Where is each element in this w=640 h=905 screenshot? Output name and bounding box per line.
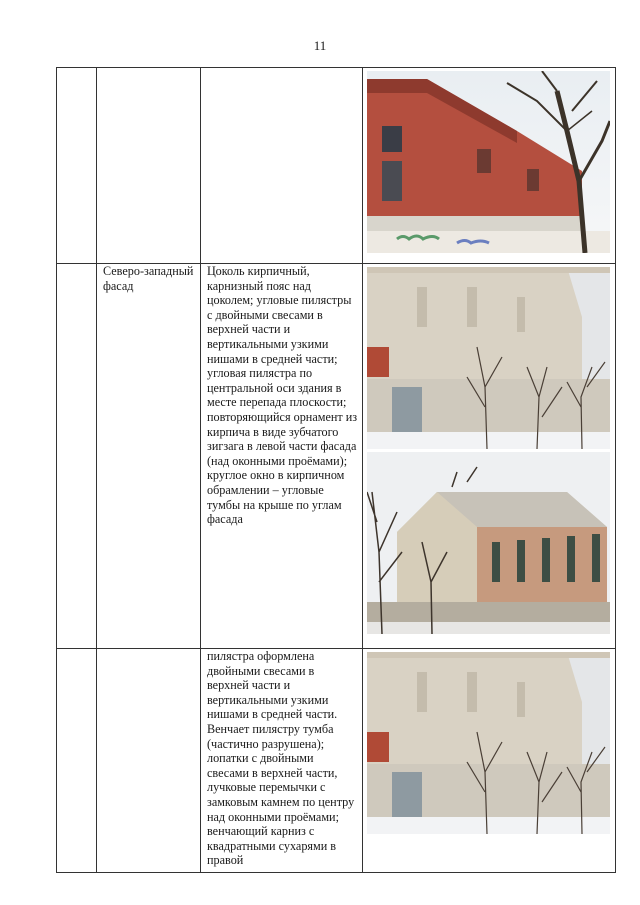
facade-cell (97, 649, 201, 873)
page-number: 11 (313, 38, 327, 53)
table-row (57, 264, 616, 649)
index-cell (57, 68, 97, 264)
index-cell (57, 264, 97, 649)
facade-photo (367, 71, 610, 253)
facade-cell (97, 264, 201, 649)
facade-photo (367, 652, 610, 834)
facade-cell (97, 68, 201, 264)
facade-photo (367, 452, 610, 634)
description-text: Цоколь кирпичный, карнизный пояс над цоколем; угловые пилястры с двойными свесами в верхней части и вертикальными узкими нишами в средней части; угловая пилястра по центральной оси здания в месте перепада плоскости; повторяющийся орнамент из кирпича в виде зубчатого зигзага в левой части фасада (над оконными проёмами); круглое окно в кирпичном обрамлении – угловые тумбы на крыше по углам фасада (207, 264, 358, 527)
facade-photo (367, 267, 610, 449)
facade-table (56, 67, 616, 873)
photo-cell (363, 68, 616, 264)
index-cell (57, 649, 97, 873)
description-cell (201, 264, 363, 649)
description-cell (201, 649, 363, 873)
table-row (57, 649, 616, 873)
description-cell (201, 68, 363, 264)
photo-cell (363, 264, 616, 649)
facade-label: Северо-западный фасад (103, 264, 194, 293)
description-text: пилястра оформлена двойными свесами в верхней части и вертикальными узкими нишами в средней части. Венчает пилястру тумба (частично разрушена); лопатки с двойными свесами в верхней части, лучковые перемычки с замковым камнем по центру над оконными проёмами; венчающий карниз с квадратными сухарями в правой (207, 649, 355, 868)
table-row (57, 68, 616, 264)
photo-cell (363, 649, 616, 873)
